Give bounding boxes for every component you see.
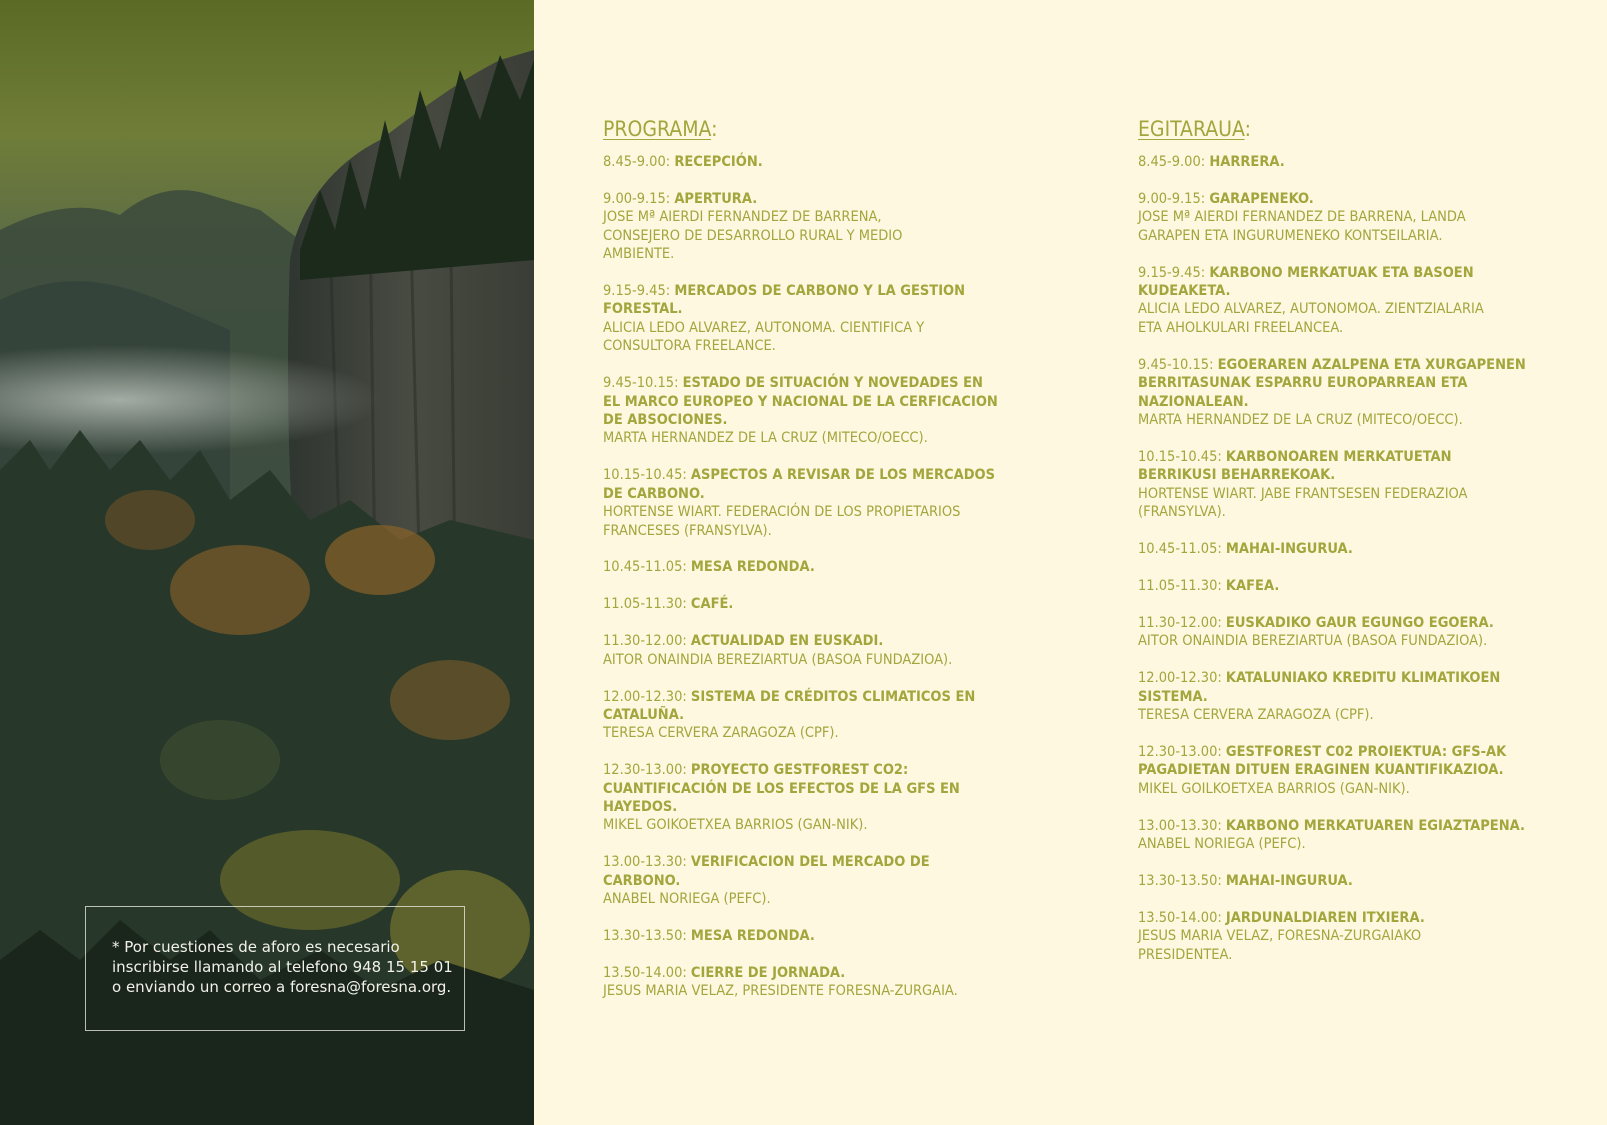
schedule-time: 9.00-9.15: <box>1138 190 1210 207</box>
forest-cliff-photo <box>0 0 534 1125</box>
schedule-title: MESA REDONDA. <box>690 928 815 945</box>
schedule-speaker: TERESA CERVERA ZARAGOZA (CPF). <box>1138 706 1374 723</box>
schedule-title: CIERRE DE JORNADA. <box>690 965 846 981</box>
schedule-item-first-line <box>1138 264 1578 282</box>
schedule-speaker: ALICIA LEDO ALVAREZ, AUTONOMOA. ZIENTZIALARIA <box>1138 301 1484 318</box>
schedule-title: EUSKADIKO GAUR EGUNGO EGOERA. <box>1225 614 1494 631</box>
schedule-title: HAYEDOS. <box>603 799 678 816</box>
schedule-item-first-line <box>603 632 1043 650</box>
schedule-speaker: CONSEJERO DE DESARROLLO RURAL Y MEDIO <box>603 227 903 244</box>
schedule-item-first-line <box>1138 448 1578 466</box>
schedule-speaker: HORTENSE WIART. JABE FRANTSESEN FEDERAZIOA <box>1138 485 1468 502</box>
schedule-speaker: PRESIDENTEA. <box>1138 946 1233 963</box>
schedule-speaker: ETA AHOLKULARI FREELANCEA. <box>1138 319 1344 336</box>
schedule-title: SISTEMA. <box>1138 688 1208 705</box>
schedule-item-first-line <box>1138 614 1578 632</box>
schedule-item-first-line <box>603 282 1043 300</box>
schedule-item-first-line <box>1138 153 1578 171</box>
schedule-item <box>1138 817 1578 854</box>
schedule-title: HARRERA. <box>1209 154 1285 170</box>
schedule-time: 11.30-12.00: <box>603 633 691 650</box>
schedule-title: CAFÉ. <box>690 596 734 613</box>
schedule-time: 9.45-10.15: <box>1138 356 1218 373</box>
schedule-time: 12.00-12.30: <box>603 688 691 705</box>
schedule-time: 10.45-11.05: <box>1138 541 1226 557</box>
schedule-title: ASPECTOS A REVISAR DE LOS MERCADOS <box>690 467 996 484</box>
schedule-item <box>1138 577 1578 595</box>
schedule-time: 13.50-14.00: <box>1138 909 1226 926</box>
schedule-item <box>1138 448 1578 522</box>
schedule-item <box>603 761 1043 835</box>
registration-note-line: * Por cuestiones de aforo es necesario <box>112 938 400 956</box>
schedule-item-first-line <box>1138 540 1578 558</box>
egitaraua-column <box>1138 116 1578 983</box>
schedule-item-first-line <box>1138 817 1578 835</box>
registration-note-line: inscribirse llamando al telefono 948 15 15 01 <box>112 958 453 976</box>
schedule-item <box>1138 190 1578 245</box>
schedule-item <box>603 153 1043 171</box>
schedule-title: NAZIONALEAN. <box>1138 393 1249 410</box>
schedule-speaker: JOSE Mª AIERDI FERNANDEZ DE BARRENA, <box>603 209 882 226</box>
schedule-item <box>603 466 1043 540</box>
schedule-time: 10.15-10.45: <box>603 467 691 484</box>
schedule-speaker: TERESA CERVERA ZARAGOZA (CPF). <box>603 725 839 742</box>
schedule-item <box>603 190 1043 264</box>
schedule-item-first-line <box>1138 190 1578 208</box>
schedule-title: BERRITASUNAK ESPARRU EUROPARREAN ETA <box>1138 375 1468 392</box>
schedule-time: 13.00-13.30: <box>603 854 691 871</box>
schedule-item <box>1138 614 1578 651</box>
schedule-time: 9.45-10.15: <box>603 375 683 392</box>
schedule-time: 8.45-9.00: <box>603 154 675 170</box>
schedule-title: PROYECTO GESTFOREST CO2: <box>690 762 909 779</box>
schedule-item-first-line <box>603 466 1043 484</box>
schedule-time: 9.15-9.45: <box>603 283 675 300</box>
schedule-item <box>1138 264 1578 338</box>
schedule-item-first-line <box>603 153 1043 171</box>
schedule-item <box>603 282 1043 356</box>
schedule-speaker: JOSE Mª AIERDI FERNANDEZ DE BARRENA, LANDA <box>1138 209 1466 226</box>
schedule-speaker: ANABEL NORIEGA (PEFC). <box>603 891 771 908</box>
schedule-title: PAGADIETAN DITUEN ERAGINEN KUANTIFIKAZIOA. <box>1138 762 1504 779</box>
schedule-time: 9.15-9.45: <box>1138 264 1210 281</box>
registration-note-line: o enviando un correo a foresna@foresna.org. <box>112 978 452 996</box>
egitaraua-list <box>1138 153 1578 964</box>
schedule-speaker: AMBIENTE. <box>603 246 675 263</box>
schedule-time: 13.50-14.00: <box>603 965 691 981</box>
programa-column <box>603 116 1043 1019</box>
schedule-speaker: MARTA HERNANDEZ DE LA CRUZ (MITECO/OECC). <box>603 430 928 447</box>
schedule-speaker: MIKEL GOIKOETXEA BARRIOS (GAN-NIK). <box>603 817 868 834</box>
schedule-item <box>603 595 1043 613</box>
schedule-time: 8.45-9.00: <box>1138 154 1210 170</box>
schedule-item <box>603 964 1043 1001</box>
schedule-time: 13.30-13.50: <box>1138 872 1226 889</box>
schedule-speaker: GARAPEN ETA INGURUMENEKO KONTSEILARIA. <box>1138 227 1443 244</box>
schedule-title: CUANTIFICACIÓN DE LOS EFECTOS DE LA GFS EN <box>603 780 960 797</box>
schedule-title: MESA REDONDA. <box>690 559 815 576</box>
schedule-title: ACTUALIDAD EN EUSKADI. <box>690 633 884 650</box>
schedule-item-first-line <box>603 558 1043 576</box>
schedule-time: 12.30-13.00: <box>1138 743 1226 760</box>
schedule-title: VERIFICACION DEL MERCADO DE <box>690 854 930 871</box>
schedule-item-first-line <box>603 190 1043 208</box>
schedule-speaker: (FRANSYLVA). <box>1138 504 1226 521</box>
schedule-item-first-line <box>603 595 1043 613</box>
schedule-item <box>603 853 1043 908</box>
schedule-title: MAHAI-INGURUA. <box>1225 872 1353 889</box>
schedule-time: 9.00-9.15: <box>603 190 675 207</box>
schedule-title: MAHAI-INGURUA. <box>1225 541 1353 557</box>
schedule-title: GESTFOREST C02 PROIEKTUA: GFS-AK <box>1225 743 1507 760</box>
schedule-speaker: JESUS MARIA VELAZ, FORESNA-ZURGAIAKO <box>1138 928 1422 945</box>
registration-note-box <box>85 906 465 1031</box>
programa-list <box>603 153 1043 1001</box>
schedule-item <box>1138 669 1578 724</box>
schedule-title: EL MARCO EUROPEO Y NACIONAL DE LA CERFICACION <box>603 393 998 410</box>
schedule-title: MERCADOS DE CARBONO Y LA GESTION <box>674 283 966 300</box>
schedule-title: EGOERAREN AZALPENA ETA XURGAPENEN <box>1217 356 1526 373</box>
schedule-speaker: HORTENSE WIART. FEDERACIÓN DE LOS PROPIETARIOS <box>603 504 961 521</box>
schedule-item-first-line <box>1138 356 1578 374</box>
schedule-title: DE ABSOCIONES. <box>603 411 728 428</box>
schedule-title: ESTADO DE SITUACIÓN Y NOVEDADES EN <box>682 375 983 392</box>
schedule-title: KUDEAKETA. <box>1138 283 1231 300</box>
schedule-title: KAFEA. <box>1225 577 1280 594</box>
schedule-item-first-line <box>603 964 1043 982</box>
schedule-title: JARDUNALDIAREN ITXIERA. <box>1225 909 1425 926</box>
schedule-speaker: AITOR ONAINDIA BEREZIARTUA (BASOA FUNDAZIOA). <box>1138 633 1488 650</box>
schedule-item-first-line <box>1138 577 1578 595</box>
schedule-item <box>1138 872 1578 890</box>
schedule-item <box>603 558 1043 576</box>
schedule-time: 11.05-11.30: <box>603 596 691 613</box>
egitaraua-heading: EGITARAUA: <box>1138 117 1251 141</box>
schedule-title: CARBONO. <box>603 872 681 889</box>
schedule-title: SISTEMA DE CRÉDITOS CLIMATICOS EN <box>690 688 976 705</box>
schedule-item-first-line <box>603 374 1043 392</box>
schedule-time: 12.30-13.00: <box>603 762 691 779</box>
schedule-item <box>603 632 1043 669</box>
schedule-speaker: MARTA HERNANDEZ DE LA CRUZ (MITECO/OECC). <box>1138 411 1463 428</box>
schedule-title: APERTURA. <box>674 190 758 207</box>
schedule-time: 13.30-13.50: <box>603 928 691 945</box>
schedule-title: DE CARBONO. <box>603 485 705 502</box>
schedule-item <box>1138 743 1578 798</box>
schedule-item <box>1138 356 1578 430</box>
schedule-time: 12.00-12.30: <box>1138 670 1226 687</box>
schedule-item-first-line <box>603 688 1043 706</box>
schedule-speaker: AITOR ONAINDIA BEREZIARTUA (BASOA FUNDAZIOA). <box>603 651 953 668</box>
schedule-time: 10.15-10.45: <box>1138 448 1226 465</box>
schedule-item-first-line <box>603 761 1043 779</box>
schedule-item-first-line <box>1138 669 1578 687</box>
schedule-title: GARAPENEKO. <box>1209 190 1314 207</box>
schedule-title: KARBONO MERKATUAREN EGIAZTAPENA. <box>1225 817 1525 834</box>
schedule-title: RECEPCIÓN. <box>674 154 763 170</box>
schedule-item-first-line <box>1138 872 1578 890</box>
schedule-item-first-line <box>603 853 1043 871</box>
schedule-speaker: JESUS MARIA VELAZ, PRESIDENTE FORESNA-ZURGAIA. <box>603 983 958 1000</box>
schedule-item <box>1138 909 1578 964</box>
schedule-item <box>603 688 1043 743</box>
schedule-item <box>603 374 1043 448</box>
schedule-title: KARBONOAREN MERKATUETAN <box>1225 448 1452 465</box>
schedule-time: 11.05-11.30: <box>1138 577 1226 594</box>
schedule-item-first-line <box>603 927 1043 945</box>
schedule-item <box>603 927 1043 945</box>
schedule-item <box>1138 153 1578 171</box>
programa-heading: PROGRAMA: <box>603 117 718 141</box>
schedule-speaker: ALICIA LEDO ALVAREZ, AUTONOMA. CIENTIFICA Y <box>603 319 925 336</box>
schedule-speaker: CONSULTORA FREELANCE. <box>603 338 776 355</box>
schedule-title: KATALUNIAKO KREDITU KLIMATIKOEN <box>1225 670 1501 687</box>
schedule-title: BERRIKUSI BEHARREKOAK. <box>1138 467 1336 484</box>
schedule-time: 13.00-13.30: <box>1138 817 1226 834</box>
schedule-title: FORESTAL. <box>603 301 683 318</box>
schedule-speaker: MIKEL GOILKOETXEA BARRIOS (GAN-NIK). <box>1138 780 1410 797</box>
schedule-speaker: FRANCESES (FRANSYLVA). <box>603 522 772 539</box>
schedule-time: 11.30-12.00: <box>1138 614 1226 631</box>
schedule-title: KARBONO MERKATUAK ETA BASOEN <box>1209 264 1474 281</box>
schedule-item-first-line <box>1138 743 1578 761</box>
schedule-item <box>1138 540 1578 558</box>
schedule-title: CATALUÑA. <box>603 706 685 723</box>
schedule-speaker: ANABEL NORIEGA (PEFC). <box>1138 835 1306 852</box>
schedule-item-first-line <box>1138 909 1578 927</box>
schedule-time: 10.45-11.05: <box>603 559 691 576</box>
